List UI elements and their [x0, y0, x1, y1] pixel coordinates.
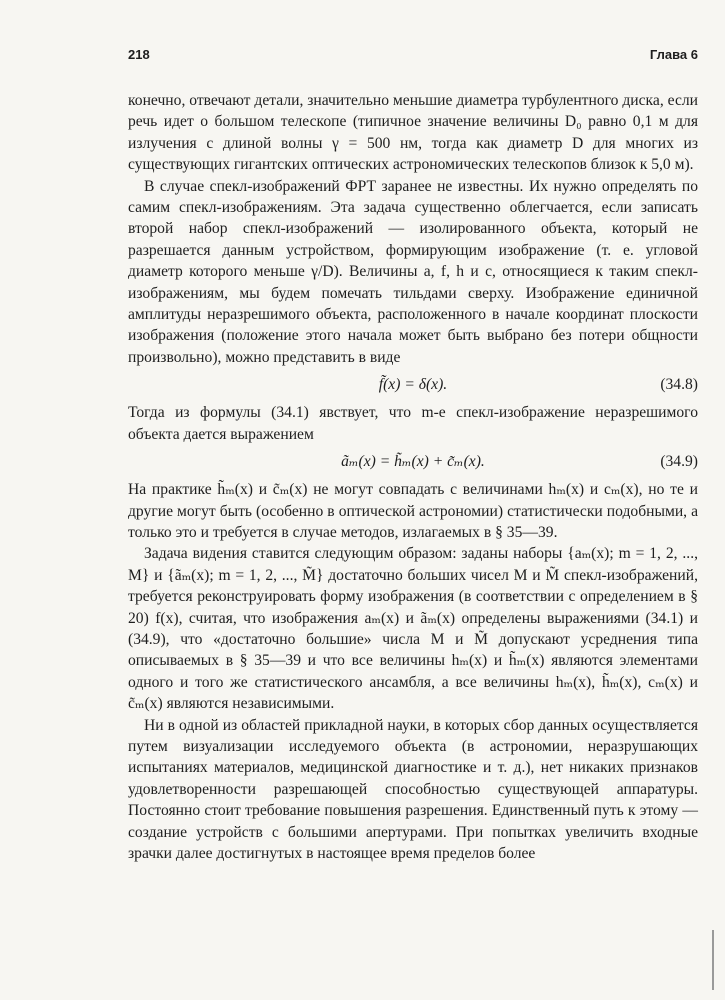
equation-formula: f̃(x) = δ(x).: [378, 376, 448, 394]
body-text: [128, 90, 698, 864]
paragraph-5: Задача видения ставится следующим образом: заданы наборы {aₘ(x); m = 1, 2, ..., M} и {ãₘ(x); m = 1, 2, ..., M̃} достаточно больших чисел M и M̃ спекл-изображений, требуется реконструировать форму изображения (в соответствии с определением в § 20) f(x), считая, что изображения aₘ(x) и ãₘ(x) определены выражениями (34.1) и (34.9), что «достаточно большие» числа M и M̃ допускают усреднения типа описываемых в § 35—39 и что все величины hₘ(x) и h̃ₘ(x) являются элементами одного и того же статистического ансамбля, а все величины hₘ(x), h̃ₘ(x), cₘ(x) и c̃ₘ(x) являются независимыми.: [128, 545, 698, 713]
equation-label: (34.9): [660, 453, 698, 471]
page-header: [128, 47, 698, 67]
equation-34-9: [128, 451, 698, 475]
chapter-title: Глава 6: [649, 47, 698, 62]
page-number: 218: [128, 47, 150, 62]
paragraph-4: На практике h̃ₘ(x) и c̃ₘ(x) не могут совпадать с величинами hₘ(x) и cₘ(x), но те и другие могут быть (особенно в оптической астрономии) статистически подобными, а только это и требуется в случае методов, излагаемых в § 35—39.: [128, 481, 698, 541]
paragraph-6: Ни в одной из областей прикладной науки, в которых сбор данных осуществляется путем визуализации исследуемого объекта (в астрономии, неразрушающих испытаниях материалов, медицинской диагностике и т. д.), нет никаких признаков удовлетворенности разрешающей способностью существующей аппаратуры. Постоянно стоит требование повышения разрешения. Единственный путь к этому — создание устройств с большими апертурами. При попытках увеличить входные зрачки далее достигнутых в настоящее время пределов более: [128, 716, 698, 862]
equation-label: (34.8): [660, 376, 698, 394]
equation-34-8: [128, 374, 698, 398]
equation-formula: ãₘ(x) = h̃ₘ(x) + c̃ₘ(x).: [341, 453, 485, 471]
paragraph-3: Тогда из формулы (34.1) явствует, что m-е спекл-изображение неразрешимого объекта дается выражением: [128, 404, 698, 443]
paragraph-1: конечно, отвечают детали, значительно меньшие диаметра турбулентного диска, если речь идет о большом телескопе (типичное значение величины D₀ равно 0,1 м для излучения с длиной волны γ = 500 нм, тогда как диаметр D для многих из существующих гигантских оптических астрономических телескопов близок к 5,0 м).: [128, 92, 698, 174]
scan-margin-mark: [712, 930, 714, 990]
paragraph-2: В случае спекл-изображений ФРТ заранее не известны. Их нужно определять по самим спекл-изображениям. Эта задача существенно облегчается, если записать второй набор спекл-изображений — изолированного объекта, который не разрешается данным устройством, формирующим изображение (т. е. угловой диаметр которого меньше γ/D). Величины a, f, h и c, относящиеся к таким спекл-изображениям, мы будем помечать тильдами сверху. Изображение единичной амплитуды неразрешимого объекта, расположенного в начале координат плоскости изображения (положение этого начала может быть выбрано без потери общности произвольно), можно представить в виде: [128, 177, 698, 366]
